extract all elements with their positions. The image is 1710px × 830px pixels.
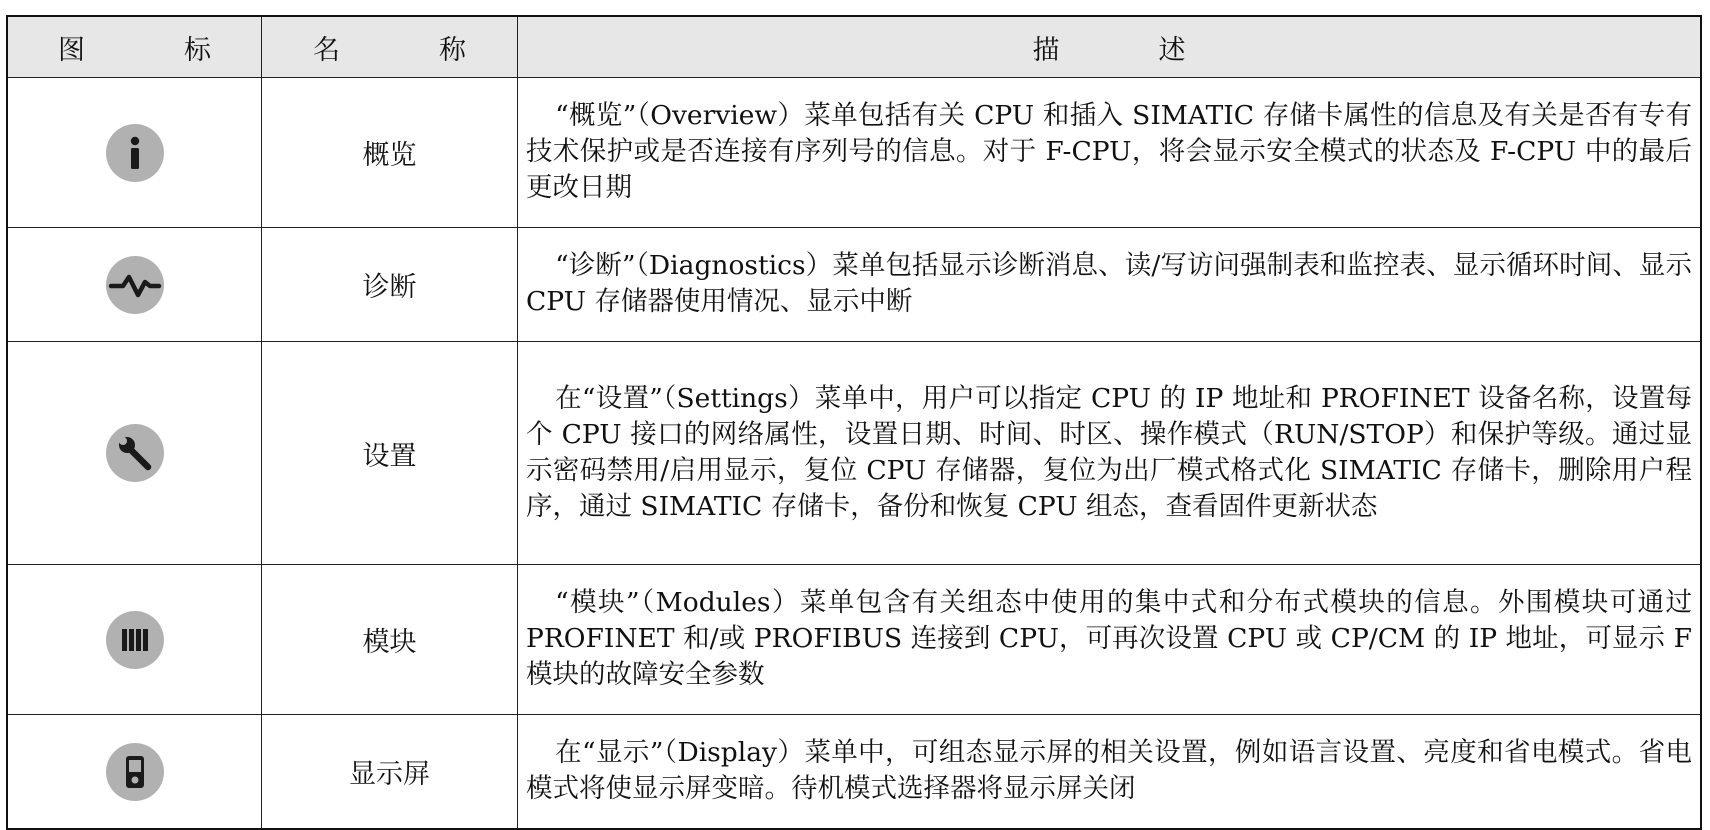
row-name: 设置 xyxy=(262,342,518,565)
table-row xyxy=(7,78,1701,228)
row-description: 在“设置”（Settings）菜单中，用户可以指定 CPU 的 IP 地址和 PROFINET 设备名称，设置每个 CPU 接口的网络属性，设置日期、时间、时区、操作模式（RUN/STOP）和保护等级。通过显示密码禁用/启用显示，复位 CPU 存储器，复位为出厂模式格式化 SIMATIC 存储卡，删除用户程序，通过 SIMATIC 存储卡，备份和恢复 CPU 组态，查看固件更新状态 xyxy=(526,382,1692,522)
wrench-icon xyxy=(106,424,164,482)
info-icon xyxy=(106,124,164,182)
header-icon-column: 图 标 xyxy=(7,16,262,78)
table-row xyxy=(7,565,1701,715)
table-row xyxy=(7,228,1701,342)
row-description: “概览”（Overview）菜单包括有关 CPU 和插入 SIMATIC 存储卡属性的信息及有关是否有专有技术保护或是否连接有序列号的信息。对于 F-CPU，将会显示安全模式的状态及 F-CPU 中的最后更改日期 xyxy=(526,100,1692,203)
row-description: “诊断”（Diagnostics）菜单包括显示诊断消息、读/写访问强制表和监控表、显示循环时间、显示 CPU 存储器使用情况、显示中断 xyxy=(526,250,1692,317)
modules-icon xyxy=(106,611,164,669)
row-description: 在“显示”（Display）菜单中，可组态显示屏的相关设置，例如语言设置、亮度和省电模式。省电模式将使显示屏变暗。待机模式选择器将显示屏关闭 xyxy=(526,737,1692,804)
row-name: 显示屏 xyxy=(262,715,518,830)
menu-table xyxy=(6,15,1702,830)
table-row xyxy=(7,715,1701,830)
row-name: 模块 xyxy=(262,565,518,715)
table-row xyxy=(7,342,1701,565)
header-description-column: 描 述 xyxy=(518,16,1702,78)
row-name: 诊断 xyxy=(262,228,518,342)
pulse-icon xyxy=(106,256,164,314)
row-name: 概览 xyxy=(262,78,518,228)
header-name-column: 名 称 xyxy=(262,16,518,78)
display-icon xyxy=(106,743,164,801)
row-description: “模块”（Modules）菜单包含有关组态中使用的集中式和分布式模块的信息。外围模块可通过 PROFINET 和/或 PROFIBUS 连接到 CPU，可再次设置 CPU 或 CP/CM 的 IP 地址，可显示 F 模块的故障安全参数 xyxy=(526,587,1692,690)
table-header-row xyxy=(7,16,1701,78)
